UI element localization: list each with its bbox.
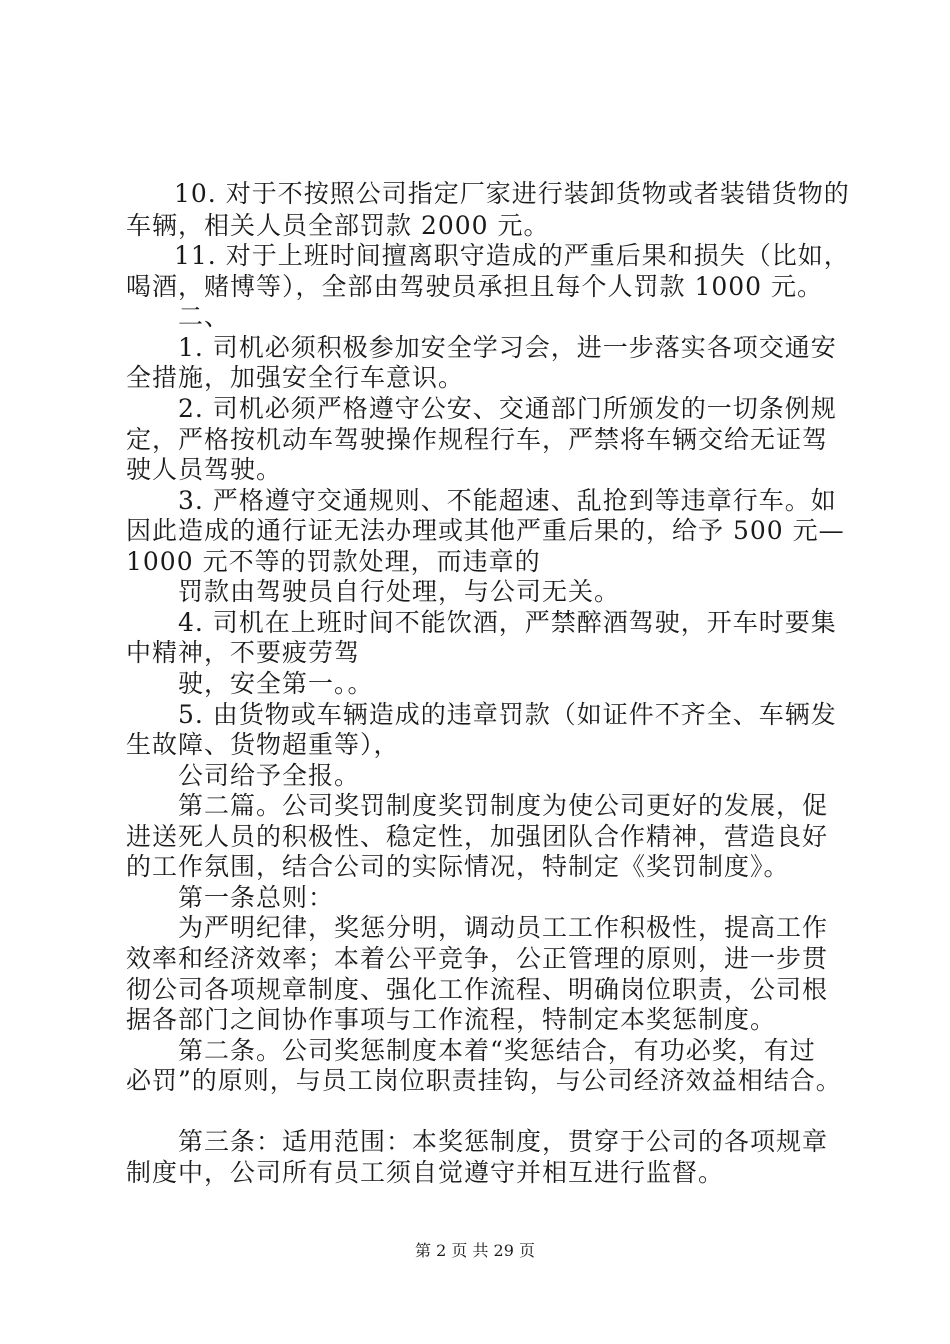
text-line: 生故障、货物超重等），: [126, 730, 400, 759]
text-line: 11. 对于上班时间擅离职守造成的严重后果和损失（比如，: [174, 241, 850, 270]
text-line: 因此造成的通行证无法办理或其他严重后果的，给予 500 元—: [126, 516, 845, 545]
text-line: 中精神，不要疲劳驾: [126, 638, 361, 667]
text-line: 2. 司机必须严格遵守公安、交通部门所颁发的一切条例规: [178, 394, 837, 423]
text-line: 驶人员驾驶。: [126, 455, 283, 484]
text-line: 驶，安全第一。。: [178, 669, 374, 698]
text-line: 全措施，加强安全行车意识。: [126, 363, 465, 392]
text-line: 为严明纪律，奖惩分明，调动员工工作积极性，提高工作: [178, 913, 829, 942]
text-line: 彻公司各项规章制度、强化工作流程、明确岗位职责，公司根: [126, 975, 829, 1004]
text-line: 第三条：适用范围：本奖惩制度，贯穿于公司的各项规章: [178, 1127, 829, 1156]
text-line: 第一条总则：: [178, 883, 335, 912]
text-line: 制度中，公司所有员工须自觉遵守并相互进行监督。: [126, 1158, 725, 1187]
text-line: 的工作氛围，结合公司的实际情况，特制定《奖罚制度》。: [126, 852, 790, 881]
text-line: 据各部门之间协作事项与工作流程，特制定本奖惩制度。: [126, 1005, 777, 1034]
page-footer: 第 2 页 共 29 页: [415, 1241, 535, 1260]
text-line: 必罚”的原则，与员工岗位职责挂钩，与公司经济效益相结合。: [126, 1066, 842, 1095]
text-line: 二、: [178, 302, 231, 331]
text-line: 5. 由货物或车辆造成的违章罚款（如证件不齐全、车辆发: [178, 700, 837, 729]
text-line: 效率和经济效率；本着公平竞争，公正管理的原则，进一步贯: [126, 944, 829, 973]
text-line: 1000 元不等的罚款处理，而违章的: [126, 547, 541, 576]
text-line: 1. 司机必须积极参加安全学习会，进一步落实各项交通安: [178, 333, 837, 362]
text-line: 3. 严格遵守交通规则、不能超速、乱抢到等违章行车。如: [178, 486, 837, 515]
text-line: 公司给予全报。: [178, 761, 361, 790]
text-line: 车辆，相关人员全部罚款 2000 元。: [126, 211, 550, 240]
text-line: 喝酒，赌博等），全部由驾驶员承担且每个人罚款 1000 元。: [126, 272, 824, 301]
text-line: 10. 对于不按照公司指定厂家进行装卸货物或者装错货物的: [174, 179, 850, 208]
text-line: 定，严格按机动车驾驶操作规程行车，严禁将车辆交给无证驾: [126, 425, 829, 454]
text-line: 第二条。公司奖惩制度本着“奖惩结合，有功必奖，有过: [178, 1036, 816, 1065]
text-line: 第二篇。公司奖罚制度奖罚制度为使公司更好的发展，促: [178, 791, 829, 820]
text-line: 罚款由驾驶员自行处理，与公司无关。: [178, 577, 621, 606]
text-line: 进送死人员的积极性、稳定性，加强团队合作精神，营造良好: [126, 822, 829, 851]
text-line: 4. 司机在上班时间不能饮酒，严禁醉酒驾驶，开车时要集: [178, 608, 837, 637]
